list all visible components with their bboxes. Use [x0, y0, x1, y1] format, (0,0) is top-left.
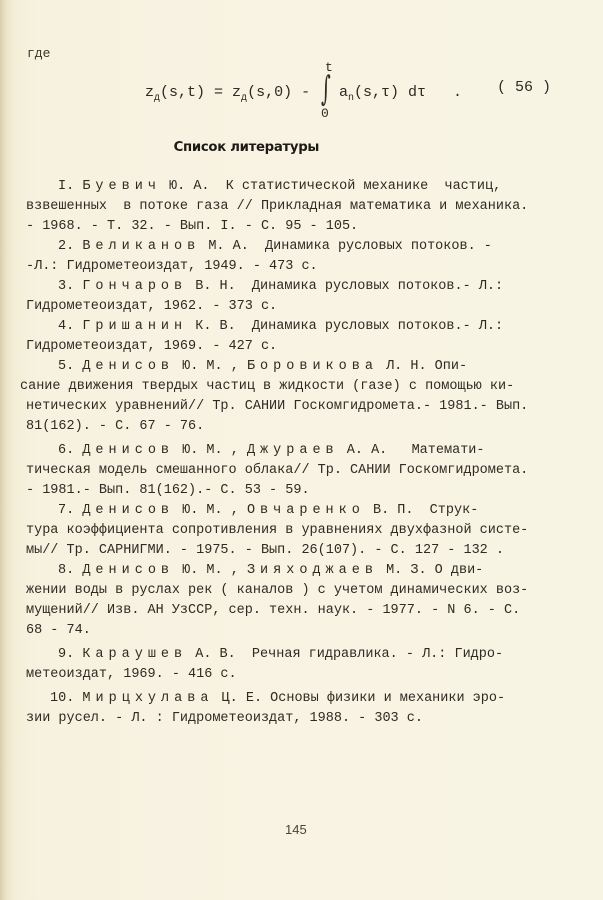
integral-upper-limit: t	[325, 60, 333, 75]
reference-3-line-2: Гидрометеоиздат, 1962. - 373 с.	[26, 299, 278, 314]
reference-6-line-2: тическая модель смешанного облака// Тр. САНИИ Госкомгидромета.	[26, 463, 529, 478]
reference-10-line-1: 10. Мирцхулава Ц. Е. Основы физики и механики эро-	[50, 691, 506, 706]
intro-word: где	[27, 46, 51, 61]
reference-4-line-1: 4. Гришанин К. В. Динамика русловых потоков.- Л.:	[58, 319, 504, 334]
integral-sign: ∫	[320, 69, 331, 109]
reference-5-line-2: сание движения твердых частиц в жидкости (газе) с помощью ки-	[20, 379, 515, 394]
reference-5-line-1: 5. Денисов Ю. М. , Боровикова Л. Н. Опи-	[58, 359, 468, 374]
reference-1-line-1: I. Буевич Ю. А. К статистической механике частиц,	[58, 179, 502, 194]
reference-7-line-3: мы// Тр. САРНИГМИ. - 1975. - Вып. 26(107). - С. 127 - 132 .	[26, 543, 504, 558]
integral-lower-limit: 0	[321, 106, 329, 121]
reference-8-line-1: 8. Денисов Ю. М. , Зияходжаев М. З. О дви-	[58, 563, 484, 578]
reference-9-line-1: 9. Караушев А. В. Речная гидравлика. - Л.: Гидро-	[58, 647, 504, 662]
reference-5-line-4: 81(162). - С. 67 - 76.	[26, 419, 205, 434]
equation-number: ( 56 )	[497, 79, 552, 96]
reference-2-line-1: 2. Великанов М. А. Динамика русловых потоков. -	[58, 239, 492, 254]
reference-7-line-1: 7. Денисов Ю. М. , Овчаренко В. П. Струк-	[58, 503, 479, 518]
reference-10-line-2: зии русел. - Л. : Гидрометеоиздат, 1988. - 303 с.	[26, 711, 423, 726]
reference-9-line-2: метеоиздат, 1969. - 416 с.	[26, 667, 237, 682]
reference-8-line-2: жении воды в руслах рек ( каналов ) с учетом динамических воз-	[26, 583, 529, 598]
reference-1-line-2: взвешенных в потоке газа // Прикладная математика и механика.	[26, 199, 529, 214]
reference-3-line-1: 3. Гончаров В. Н. Динамика русловых потоков.- Л.:	[58, 279, 504, 294]
page-number: 145	[285, 822, 307, 837]
reference-4-line-2: Гидрометеоиздат, 1969. - 427 с.	[26, 339, 278, 354]
reference-1-line-3: - 1968. - Т. 32. - Вып. I. - С. 95 - 105.	[26, 219, 359, 234]
reference-8-line-4: 68 - 74.	[26, 623, 91, 638]
reference-8-line-3: мущений// Изв. АН УзССР, сер. техн. наук. - 1977. - N 6. - С.	[26, 603, 521, 618]
reference-5-line-3: нетических уравнений// Тр. САНИИ Госкомгидромета.- 1981.- Вып.	[26, 399, 529, 414]
equation-integrand: $a_n(s,\tau)$ dτ .	[339, 84, 463, 104]
reference-2-line-2: -Л.: Гидрометеоиздат, 1949. - 473 с.	[26, 259, 318, 274]
reference-6-line-1: 6. Денисов Ю. М. , Джураев А. А. Математи-	[58, 443, 485, 458]
section-heading: Список литературы	[173, 140, 320, 155]
reference-6-line-3: - 1981.- Вып. 81(162).- С. 53 - 59.	[26, 483, 310, 498]
equation-56	[145, 60, 463, 130]
reference-7-line-2: тура коэффициента сопротивления в уравнениях двухфазной систе-	[26, 523, 529, 538]
equation-lhs: $z_д(s,t) = z_д(s,0)$ -	[145, 84, 320, 104]
